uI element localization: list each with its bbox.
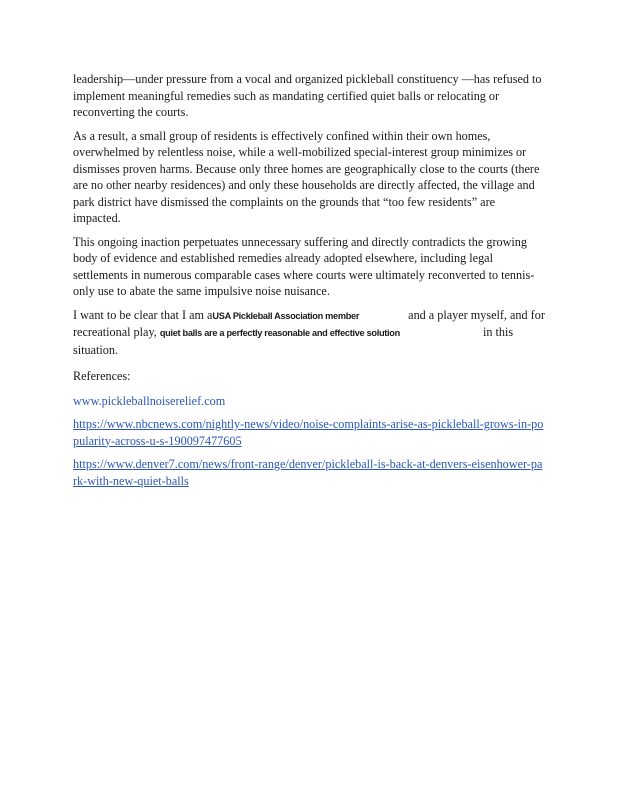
paragraph-residents-confined: As a result, a small group of residents is effectively confined within their own homes, overwhelmed by relentless noise, while a well-mobilized special-interest group minimizes or dismisses proven harms. Because only three homes are geographically close to the courts (there are no other nearby residences) and only these households are directly affected, the village and park district have dismissed the complaints on the grounds that “too few residents” are impacted. [73, 128, 540, 225]
reference-link-nbcnews[interactable]: https://www.nbcnews.com/nightly-news/video/noise-complaints-arise-as-pickleball-grows-in-popularity-across-u-s-190097477605 [73, 417, 544, 448]
paragraph-leadership: leadership—under pressure from a vocal and organized pickleball constituency —has refused to implement meaningful remedies such as mandating certified quiet balls or relocating or reconverting the courts. [73, 72, 542, 119]
solution-highlight: quiet balls are a perfectly reasonable and effective solution [159, 328, 400, 338]
document-body [73, 71, 545, 496]
statement-text-2: and a player myself, and for recreational play, [73, 307, 545, 339]
reference-link-denver7[interactable]: https://www.denver7.com/news/front-range/denver/pickleball-is-back-at-denvers-eisenhower-park-with-new-quiet-balls [73, 457, 543, 488]
paragraph-ongoing-inaction: This ongoing inaction perpetuates unnecessary suffering and directly contradicts the growing body of evidence and established remedies already adopted elsewhere, including legal settlements in numerous comparable cases where courts were ultimately reconverted to tennis-only use to abate the same impulsive noise nuisance. [73, 234, 535, 298]
references-heading: References: [73, 369, 131, 383]
paragraph-author-statement [73, 307, 545, 359]
reference-link-pickleballnoiserelief[interactable]: www.pickleballnoiserelief.com [73, 393, 226, 408]
statement-text-1: I want to be clear that I am a [73, 307, 213, 322]
member-highlight: USA Pickleball Association member [212, 310, 360, 321]
statement-text-3: in this situation. [73, 325, 514, 357]
